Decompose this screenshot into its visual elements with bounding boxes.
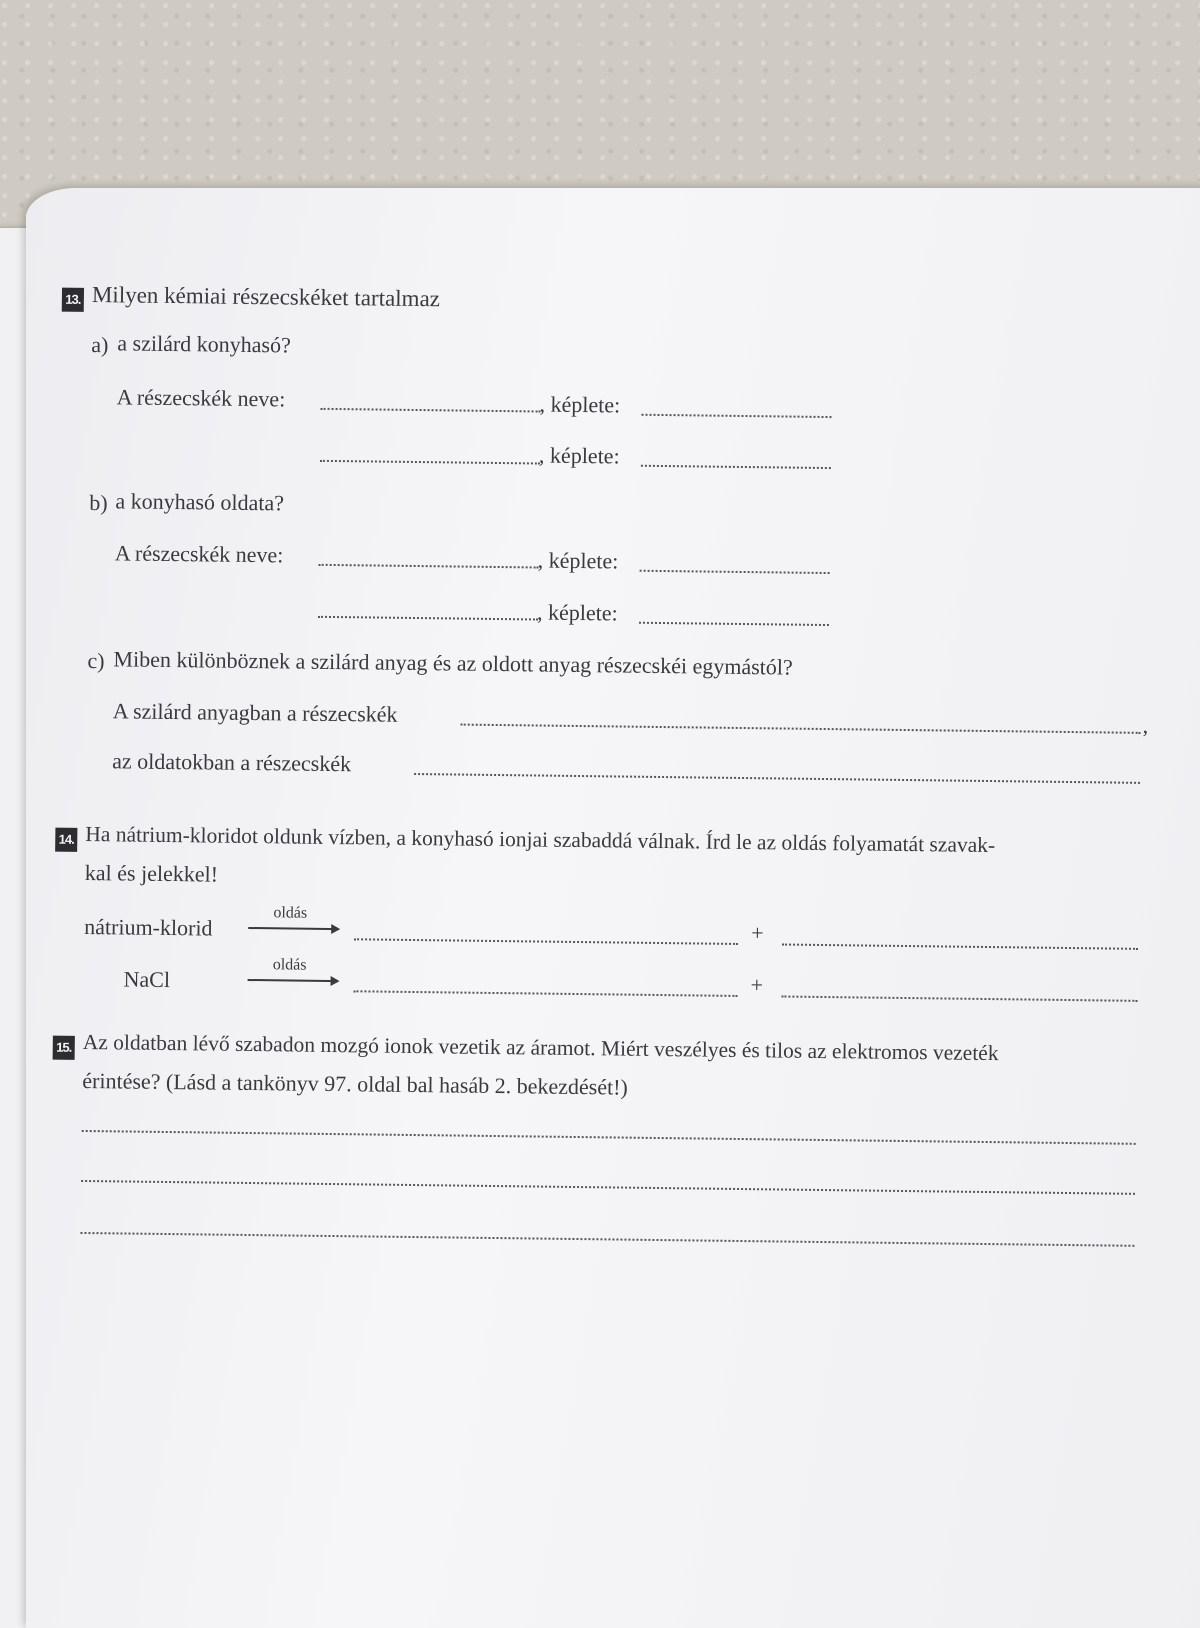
q13a-label: a): [91, 332, 109, 358]
question-14-text-line1: Ha nátrium-kloridot oldunk vízben, a konyhasó ionjai szabaddá válnak. Írd le az oldás folyamatát szavak-: [85, 821, 996, 858]
q14-row1-plus: +: [751, 920, 764, 946]
q13c-solution-label: az oldatokban a részecskék: [112, 748, 352, 777]
question-15-text-line2: érintése? (Lásd a tankönyv 97. oldal bal hasáb 2. bekezdését!): [82, 1067, 628, 1100]
q15-answer-line-3[interactable]: [80, 1232, 1134, 1247]
q13c-comma: ,: [1142, 712, 1149, 738]
q13c-solid-label: A szilárd anyagban a részecskék: [112, 698, 398, 727]
q13a-name-label: A részecskék neve:: [116, 384, 286, 412]
q13b-text: a konyhasó oldata?: [115, 488, 285, 516]
q14-row2-answer-1[interactable]: [353, 990, 737, 997]
question-number-13: 13.: [62, 288, 84, 312]
q14-row2-arrow-label: oldás: [272, 956, 307, 974]
q15-answer-line-1[interactable]: [82, 1130, 1136, 1145]
q13b-formula-answer-2[interactable]: [639, 622, 829, 626]
q13a-formula-answer-1[interactable]: [642, 414, 832, 418]
q14-row1-arrow-label: oldás: [273, 904, 308, 922]
question-number-15: 15.: [53, 1036, 75, 1060]
q13a-text: a szilárd konyhasó?: [117, 330, 291, 358]
q13c-solid-answer[interactable]: [461, 724, 1141, 734]
question-number-14: 14.: [55, 828, 77, 852]
q13c-solution-answer[interactable]: [414, 773, 1140, 784]
q13b-name-answer-1[interactable]: [319, 564, 539, 569]
q14-row1-answer-2[interactable]: [782, 944, 1138, 950]
q14-row2-answer-2[interactable]: [781, 995, 1137, 1001]
q13c-label: c): [87, 647, 105, 674]
q15-answer-line-2[interactable]: [81, 1180, 1135, 1195]
q13a-name-answer-2[interactable]: [320, 460, 540, 465]
q14-row2-label: NaCl: [123, 966, 171, 993]
q13a-formula-answer-2[interactable]: [641, 465, 831, 469]
q14-row2-arrow-icon: [248, 979, 338, 982]
question-15-text-line1: Az oldatban lévő szabadon mozgó ionok vezetik az áramot. Miért veszélyes és tilos az elektromos vezeték: [82, 1029, 999, 1066]
q13a-name-answer-1[interactable]: [321, 408, 541, 413]
q13a-formula-label-2: , képlete:: [538, 442, 620, 469]
q13b-label: b): [89, 490, 108, 516]
q13a-formula-label-1: , képlete:: [539, 391, 621, 418]
question-13-title: Milyen kémiai részecskéket tartalmaz: [91, 282, 441, 312]
q14-row1-arrow-icon: [248, 927, 338, 930]
q14-row1-label: nátrium-klorid: [84, 913, 213, 941]
q13b-formula-label-2: , képlete:: [536, 599, 618, 626]
q13b-formula-answer-1[interactable]: [640, 570, 830, 574]
q13b-formula-label-1: , képlete:: [537, 547, 619, 574]
q13b-name-label: A részecskék neve:: [114, 540, 284, 568]
q13b-name-answer-2[interactable]: [318, 616, 538, 621]
q13c-text: Miben különböznek a szilárd anyag és az oldott anyag részecskéi egymástól?: [113, 646, 793, 680]
q14-row1-answer-1[interactable]: [354, 938, 738, 945]
question-14-text-line2: kal és jelekkel!: [84, 859, 219, 887]
q14-row2-plus: +: [750, 972, 764, 998]
